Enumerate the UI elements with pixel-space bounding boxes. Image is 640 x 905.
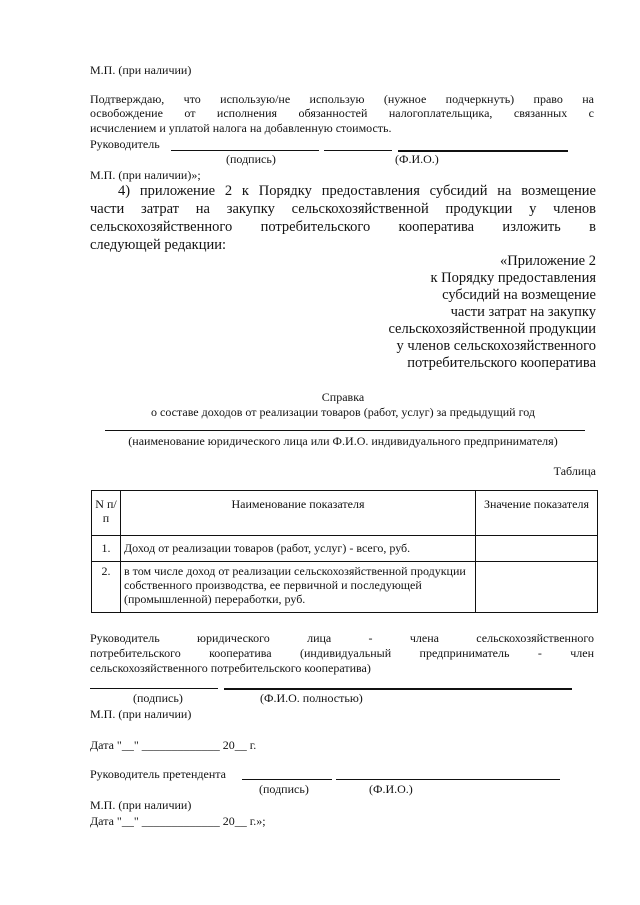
appendix-line: субсидий на возмещение: [442, 287, 596, 303]
row-number: 2.: [92, 562, 121, 613]
head-label: Руководитель: [90, 137, 160, 151]
col-header-value: Значение показателя: [476, 491, 598, 536]
stamp-note: М.П. (при наличии): [90, 798, 192, 812]
signature-line: [171, 150, 319, 151]
row-value: [476, 562, 598, 613]
certificate-subtitle: о составе доходов от реализации товаров (работ, услуг) за предыдущий год: [151, 405, 535, 419]
member-line-3: сельскохозяйственного потребительского кооператива): [90, 661, 371, 675]
amend-line-4: следующей редакции:: [90, 237, 227, 253]
signature-line-2: [324, 150, 392, 151]
member-line-1: Руководитель юридического лица - члена сельскохозяйственного: [90, 631, 594, 645]
amend-line-1: 4) приложение 2 к Порядку предоставления субсидий на возмещение: [118, 183, 596, 199]
signature-line: [242, 779, 332, 780]
name-caption: (Ф.И.О.): [395, 152, 439, 166]
name-caption: (Ф.И.О. полностью): [260, 691, 363, 705]
appendix-line: сельскохозяйственной продукции: [388, 321, 596, 337]
name-line: [336, 779, 560, 780]
table-row: [92, 562, 598, 613]
col-header-name: Наименование показателя: [121, 491, 476, 536]
row-number: 1.: [92, 536, 121, 562]
name-caption: (Ф.И.О.): [369, 782, 413, 796]
income-table: [91, 490, 598, 613]
name-line: [224, 688, 572, 690]
signature-line: [90, 688, 218, 689]
appendix-line: потребительского кооператива: [407, 355, 596, 371]
col-header-number: N п/п: [92, 491, 121, 536]
table-row: [92, 536, 598, 562]
signature-caption: (подпись): [259, 782, 309, 796]
stamp-note-end: М.П. (при наличии)»;: [90, 168, 201, 182]
confirm-line-1: Подтверждаю, что использую/не использую (нужное подчеркнуть) право на: [90, 92, 594, 106]
applicant-label: Руководитель претендента: [90, 767, 227, 781]
amend-line-2: части затрат на закупку сельскохозяйственной продукции у членов: [90, 201, 596, 217]
table-header-row: [92, 491, 598, 536]
date-line-final: Дата "__" _____________ 20__ г.»;: [90, 814, 266, 828]
date-line: Дата "__" _____________ 20__ г.: [90, 738, 257, 752]
appendix-line: к Порядку предоставления: [430, 270, 596, 286]
amend-line-3: сельскохозяйственного потребительского кооператива изложить в: [90, 219, 596, 235]
name-blank-line: [105, 430, 585, 431]
stamp-note: М.П. (при наличии): [90, 707, 192, 721]
certificate-title: Справка: [321, 390, 365, 404]
signature-caption: (подпись): [133, 691, 183, 705]
signature-caption: (подпись): [226, 152, 276, 166]
member-line-2: потребительского кооператива (индивидуальный предприниматель - член: [90, 646, 594, 660]
table-label: Таблица: [553, 464, 596, 478]
row-value: [476, 536, 598, 562]
row-name: в том числе доход от реализации сельскохозяйственной продукции собственного производства, ее первичной и последующей (промышленной) переработки, руб.: [121, 562, 476, 613]
name-caption-line: (наименование юридического лица или Ф.И.О. индивидуального предпринимателя): [128, 434, 558, 448]
confirm-line-2: освобождение от исполнения обязанностей налогоплательщика, связанных с: [90, 106, 594, 120]
stamp-note: М.П. (при наличии): [90, 63, 192, 77]
appendix-line: «Приложение 2: [500, 253, 596, 269]
confirm-line-3: исчислением и уплатой налога на добавленную стоимость.: [90, 121, 392, 135]
appendix-line: части затрат на закупку: [450, 304, 596, 320]
row-name: Доход от реализации товаров (работ, услуг) - всего, руб.: [121, 536, 476, 562]
appendix-line: у членов сельскохозяйственного: [396, 338, 596, 354]
